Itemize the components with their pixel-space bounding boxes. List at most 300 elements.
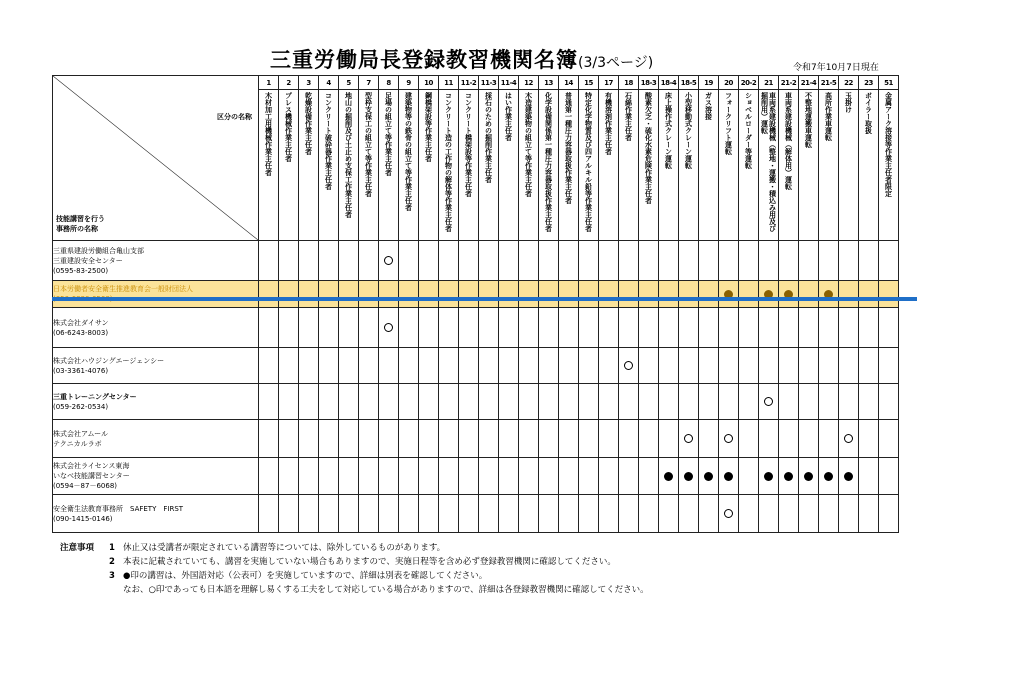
- column-header: [619, 90, 639, 241]
- mark-cell: [519, 495, 539, 533]
- mark-cell: [259, 384, 279, 420]
- mark-cell: [839, 241, 859, 281]
- mark-cell: [499, 384, 519, 420]
- org-name: 日本労働者安全衛生推進教育会一般財団法人: [53, 285, 193, 293]
- mark-cell: [739, 495, 759, 533]
- org-label-line: 技能講習を行う: [56, 215, 105, 223]
- column-name: ガス溶接: [704, 92, 713, 120]
- table-row: [53, 308, 899, 348]
- mark-cell: [419, 458, 439, 495]
- mark-cell: [719, 348, 739, 384]
- column-header: [339, 90, 359, 241]
- mark-cell: [519, 281, 539, 308]
- column-header: [659, 90, 679, 241]
- mark-cell: [639, 495, 659, 533]
- mark-cell: [879, 348, 899, 384]
- mark-cell: [699, 495, 719, 533]
- mark-cell: [299, 281, 319, 308]
- mark-cell: [399, 458, 419, 495]
- table-row: [53, 384, 899, 420]
- mark-cell: [539, 348, 559, 384]
- mark-cell: [619, 420, 639, 458]
- column-name: 金属アーク溶接等作業主任者限定: [884, 92, 893, 197]
- column-number: 20: [719, 76, 739, 90]
- mark-cell: [819, 348, 839, 384]
- mark-cell: [639, 348, 659, 384]
- filled-circle-icon: [724, 472, 733, 481]
- mark-cell: [719, 241, 739, 281]
- mark-cell: [499, 348, 519, 384]
- mark-cell: [539, 420, 559, 458]
- column-header: [839, 90, 859, 241]
- mark-cell: [399, 420, 419, 458]
- mark-cell: [759, 241, 779, 281]
- filled-circle-icon: [684, 472, 693, 481]
- mark-cell: [519, 348, 539, 384]
- column-number: 2: [279, 76, 299, 90]
- mark-cell: [479, 241, 499, 281]
- column-header: [379, 90, 399, 241]
- filled-circle-icon: [704, 472, 713, 481]
- column-name: 車両系建設機械（解体用）運転: [784, 92, 793, 190]
- mark-cell: [539, 241, 559, 281]
- mark-cell: [699, 458, 719, 495]
- mark-cell: [579, 308, 599, 348]
- column-name: 化学設備関係第一種圧力容器取扱作業主任者: [544, 92, 553, 232]
- mark-cell: [859, 420, 879, 458]
- mark-cell: [599, 308, 619, 348]
- mark-cell: [419, 384, 439, 420]
- mark-cell: [739, 241, 759, 281]
- mark-cell: [259, 420, 279, 458]
- header-number-row: [53, 76, 899, 90]
- org-name: 株式会社アムール: [53, 429, 109, 438]
- column-number: 13: [539, 76, 559, 90]
- mark-cell: [519, 241, 539, 281]
- mark-cell: [439, 458, 459, 495]
- mark-cell: [679, 495, 699, 533]
- filled-circle-icon: [804, 472, 813, 481]
- filled-circle-icon: [664, 472, 673, 481]
- column-name: 木造建築物の組立て等作業主任者: [524, 92, 533, 197]
- column-name: 地山の掘削及び土止め支保工作業主任者: [344, 92, 353, 218]
- mark-cell: [279, 281, 299, 308]
- mark-cell: [539, 384, 559, 420]
- mark-cell: [859, 384, 879, 420]
- note-text: 本表に記載されていても、講習を実施していない場合もありますので、実施日程等を含め必ず登録教習機関に確認してください。: [123, 557, 616, 567]
- column-header: [719, 90, 739, 241]
- mark-cell: [879, 384, 899, 420]
- mark-cell: [299, 420, 319, 458]
- mark-cell: [699, 281, 719, 308]
- mark-cell: [519, 420, 539, 458]
- mark-cell: [479, 495, 499, 533]
- org-detail: (0594－87－6068): [53, 482, 117, 490]
- table-row: [53, 458, 899, 495]
- mark-cell: [619, 495, 639, 533]
- mark-cell: [259, 281, 279, 308]
- mark-cell: [699, 348, 719, 384]
- column-number: 5: [339, 76, 359, 90]
- column-number: 4: [319, 76, 339, 90]
- mark-cell: [679, 308, 699, 348]
- mark-cell: [659, 458, 679, 495]
- mark-cell: [659, 384, 679, 420]
- org-name: 三重県建設労働組合亀山支部: [53, 246, 144, 255]
- mark-cell: [559, 241, 579, 281]
- mark-cell: [379, 241, 399, 281]
- mark-cell: [419, 281, 439, 308]
- mark-cell: [319, 241, 339, 281]
- mark-cell: [639, 420, 659, 458]
- column-name: コンクリート橋架設等作業主任者: [464, 92, 473, 197]
- column-header: [359, 90, 379, 241]
- column-header: [739, 90, 759, 241]
- mark-cell: [779, 458, 799, 495]
- column-name: 木材加工用機械作業主任者: [264, 92, 273, 176]
- mark-cell: [319, 281, 339, 308]
- mark-cell: [599, 348, 619, 384]
- mark-cell: [819, 384, 839, 420]
- mark-cell: [339, 384, 359, 420]
- mark-cell: [839, 308, 859, 348]
- open-circle-icon: [724, 509, 733, 518]
- org-name: 三重トレーニングセンター: [53, 392, 137, 401]
- mark-cell: [359, 281, 379, 308]
- column-name: 普通第一種圧力容器取扱作業主任者: [564, 92, 573, 204]
- column-name: 不整地運搬車運転: [804, 92, 813, 148]
- note-text: 休止又は受講者が限定されている講習等については、除外しているものがあります。: [123, 543, 446, 553]
- mark-cell: [759, 384, 779, 420]
- mark-cell: [459, 348, 479, 384]
- note-number: 3: [109, 571, 115, 581]
- column-header: [759, 90, 779, 241]
- mark-cell: [839, 348, 859, 384]
- mark-cell: [819, 241, 839, 281]
- mark-cell: [659, 420, 679, 458]
- mark-cell: [739, 420, 759, 458]
- mark-cell: [439, 281, 459, 308]
- mark-cell: [759, 348, 779, 384]
- mark-cell: [399, 384, 419, 420]
- column-header: [519, 90, 539, 241]
- mark-cell: [799, 241, 819, 281]
- column-number: 9: [399, 76, 419, 90]
- mark-cell: [279, 241, 299, 281]
- column-name: ショベルローダー等運転: [744, 92, 753, 169]
- mark-cell: [319, 420, 339, 458]
- mark-cell: [819, 420, 839, 458]
- mark-cell: [619, 384, 639, 420]
- mark-cell: [499, 420, 519, 458]
- org-detail: (059-262-0534): [53, 402, 109, 411]
- column-number: 21-5: [819, 76, 839, 90]
- mark-cell: [819, 308, 839, 348]
- mark-cell: [359, 384, 379, 420]
- mark-cell: [279, 420, 299, 458]
- org-name: 株式会社ハウジングエージェンシー: [53, 356, 165, 365]
- column-name: はい作業主任者: [504, 92, 513, 141]
- mark-cell: [839, 281, 859, 308]
- mark-cell: [439, 348, 459, 384]
- mark-cell: [719, 420, 739, 458]
- mark-cell: [739, 384, 759, 420]
- mark-cell: [299, 308, 319, 348]
- column-number: 11-3: [479, 76, 499, 90]
- mark-cell: [319, 348, 339, 384]
- column-number: 51: [879, 76, 899, 90]
- mark-cell: [459, 458, 479, 495]
- mark-cell: [759, 308, 779, 348]
- mark-cell: [699, 420, 719, 458]
- mark-cell: [799, 348, 819, 384]
- mark-cell: [419, 495, 439, 533]
- mark-cell: [399, 308, 419, 348]
- org-name: 株式会社ライセンス東海: [53, 462, 130, 470]
- column-header: [419, 90, 439, 241]
- mark-cell: [779, 348, 799, 384]
- mark-cell: [419, 420, 439, 458]
- table-row: [53, 281, 899, 308]
- org-name: 安全衛生法教育事務所 SAFETY FIRST: [53, 504, 184, 513]
- column-name: 特定化学物質及び四アルキル鉛等作業主任者: [584, 92, 593, 232]
- column-header: [319, 90, 339, 241]
- column-number: 17: [599, 76, 619, 90]
- column-number: 3: [299, 76, 319, 90]
- mark-cell: [259, 495, 279, 533]
- mark-cell: [479, 458, 499, 495]
- open-circle-icon: [764, 397, 773, 406]
- registry-table: [52, 75, 899, 533]
- column-header: [799, 90, 819, 241]
- mark-cell: [299, 348, 319, 384]
- column-name: 採石のための掘削作業主任者: [484, 92, 493, 183]
- mark-cell: [559, 495, 579, 533]
- mark-cell: [879, 308, 899, 348]
- mark-cell: [699, 308, 719, 348]
- mark-cell: [259, 308, 279, 348]
- column-name: 小型移動式クレーン運転: [684, 92, 693, 169]
- mark-cell: [439, 241, 459, 281]
- mark-cell: [559, 420, 579, 458]
- column-name: 酸素欠乏・硫化水素危険作業主任者: [644, 92, 653, 204]
- mark-cell: [459, 495, 479, 533]
- mark-cell: [879, 495, 899, 533]
- mark-cell: [439, 384, 459, 420]
- mark-cell: [559, 308, 579, 348]
- org-cell: [53, 384, 259, 420]
- mark-cell: [819, 281, 839, 308]
- mark-cell: [459, 281, 479, 308]
- column-number: 8: [379, 76, 399, 90]
- column-header: [779, 90, 799, 241]
- mark-cell: [559, 458, 579, 495]
- mark-cell: [339, 241, 359, 281]
- mark-cell: [419, 348, 439, 384]
- mark-cell: [439, 495, 459, 533]
- mark-cell: [859, 241, 879, 281]
- column-number: 21-4: [799, 76, 819, 90]
- column-number: 1: [259, 76, 279, 90]
- column-name: 床上操作式クレーン運転: [664, 92, 673, 169]
- mark-cell: [779, 384, 799, 420]
- column-header: [559, 90, 579, 241]
- mark-cell: [719, 458, 739, 495]
- mark-cell: [719, 384, 739, 420]
- mark-cell: [759, 281, 779, 308]
- note-text: なお、○印であっても日本語を理解し易くする工夫をして対応している場合がありますので、詳細は各登録教習機関に確認してください。: [123, 585, 649, 595]
- mark-cell: [879, 281, 899, 308]
- column-header: [259, 90, 279, 241]
- mark-cell: [379, 384, 399, 420]
- mark-cell: [399, 348, 419, 384]
- column-header: [399, 90, 419, 241]
- mark-cell: [759, 420, 779, 458]
- mark-cell: [539, 458, 559, 495]
- mark-cell: [579, 495, 599, 533]
- column-name: 鋼橋架設等作業主任者: [424, 92, 433, 162]
- mark-cell: [799, 384, 819, 420]
- mark-cell: [839, 495, 859, 533]
- page-indicator: (3/3ページ): [578, 55, 654, 71]
- mark-cell: [339, 495, 359, 533]
- column-name: 建築物等の鉄骨の組立て等作業主任者: [404, 92, 413, 211]
- mark-cell: [339, 348, 359, 384]
- mark-cell: [719, 308, 739, 348]
- mark-cell: [419, 308, 439, 348]
- mark-cell: [379, 308, 399, 348]
- column-header: [819, 90, 839, 241]
- mark-cell: [279, 308, 299, 348]
- mark-cell: [779, 281, 799, 308]
- table-row: [53, 420, 899, 458]
- column-number: 19: [699, 76, 719, 90]
- column-number: 11-4: [499, 76, 519, 90]
- org-cell: [53, 308, 259, 348]
- column-header: [299, 90, 319, 241]
- mark-cell: [279, 384, 299, 420]
- mark-cell: [679, 458, 699, 495]
- mark-cell: [719, 281, 739, 308]
- mark-cell: [299, 495, 319, 533]
- mark-cell: [579, 458, 599, 495]
- column-number: 18: [619, 76, 639, 90]
- highlight-divider: [52, 297, 917, 301]
- mark-cell: [619, 308, 639, 348]
- mark-cell: [279, 458, 299, 495]
- column-number: 22: [839, 76, 859, 90]
- page-title: [270, 44, 653, 74]
- mark-cell: [639, 458, 659, 495]
- mark-cell: [499, 495, 519, 533]
- mark-cell: [639, 308, 659, 348]
- header-corner: [53, 76, 259, 241]
- mark-cell: [339, 458, 359, 495]
- column-number: 14: [559, 76, 579, 90]
- open-circle-icon: [384, 256, 393, 265]
- mark-cell: [719, 495, 739, 533]
- column-number: 18-4: [659, 76, 679, 90]
- mark-cell: [319, 308, 339, 348]
- mark-cell: [679, 420, 699, 458]
- mark-cell: [499, 458, 519, 495]
- mark-cell: [659, 348, 679, 384]
- mark-cell: [299, 458, 319, 495]
- column-name: 玉掛け: [844, 92, 853, 113]
- mark-cell: [359, 241, 379, 281]
- column-name: 高所作業車運転: [824, 92, 833, 141]
- org-label-line: 事務所の名称: [56, 225, 98, 233]
- mark-cell: [359, 495, 379, 533]
- category-label: 区分の名称: [217, 113, 252, 121]
- mark-cell: [739, 308, 759, 348]
- mark-cell: [679, 241, 699, 281]
- mark-cell: [579, 281, 599, 308]
- mark-cell: [839, 384, 859, 420]
- mark-cell: [539, 495, 559, 533]
- mark-cell: [439, 420, 459, 458]
- org-cell: [53, 281, 259, 308]
- mark-cell: [819, 458, 839, 495]
- mark-cell: [839, 420, 859, 458]
- mark-cell: [839, 458, 859, 495]
- column-header: [279, 90, 299, 241]
- mark-cell: [279, 495, 299, 533]
- mark-cell: [459, 384, 479, 420]
- mark-cell: [599, 458, 619, 495]
- column-number: 20-2: [739, 76, 759, 90]
- filled-circle-icon: [784, 472, 793, 481]
- table-row: [53, 495, 899, 533]
- column-name: ボイラー取扱: [864, 92, 873, 134]
- org-detail: (03-3361-4076): [53, 366, 109, 375]
- mark-cell: [779, 420, 799, 458]
- title-text: 三重労働局長登録教習機関名簿: [270, 48, 578, 72]
- mark-cell: [659, 281, 679, 308]
- mark-cell: [519, 384, 539, 420]
- mark-cell: [579, 384, 599, 420]
- mark-cell: [799, 420, 819, 458]
- mark-cell: [799, 495, 819, 533]
- mark-cell: [659, 495, 679, 533]
- mark-cell: [399, 241, 419, 281]
- mark-cell: [879, 420, 899, 458]
- column-header: [539, 90, 559, 241]
- org-detail: (090-1415-0146): [53, 514, 113, 523]
- mark-cell: [479, 420, 499, 458]
- mark-cell: [819, 495, 839, 533]
- open-circle-icon: [624, 361, 633, 370]
- mark-cell: [419, 241, 439, 281]
- mark-cell: [359, 348, 379, 384]
- column-header: [459, 90, 479, 241]
- as-of-date: 令和7年10月7日現在: [793, 63, 879, 73]
- mark-cell: [499, 281, 519, 308]
- table-row: [53, 241, 899, 281]
- open-circle-icon: [844, 434, 853, 443]
- mark-cell: [259, 241, 279, 281]
- column-header: [679, 90, 699, 241]
- column-header: [879, 90, 899, 241]
- open-circle-icon: [724, 434, 733, 443]
- column-number: 18-3: [639, 76, 659, 90]
- mark-cell: [499, 241, 519, 281]
- mark-cell: [359, 458, 379, 495]
- mark-cell: [319, 495, 339, 533]
- mark-cell: [739, 348, 759, 384]
- mark-cell: [779, 495, 799, 533]
- mark-cell: [539, 308, 559, 348]
